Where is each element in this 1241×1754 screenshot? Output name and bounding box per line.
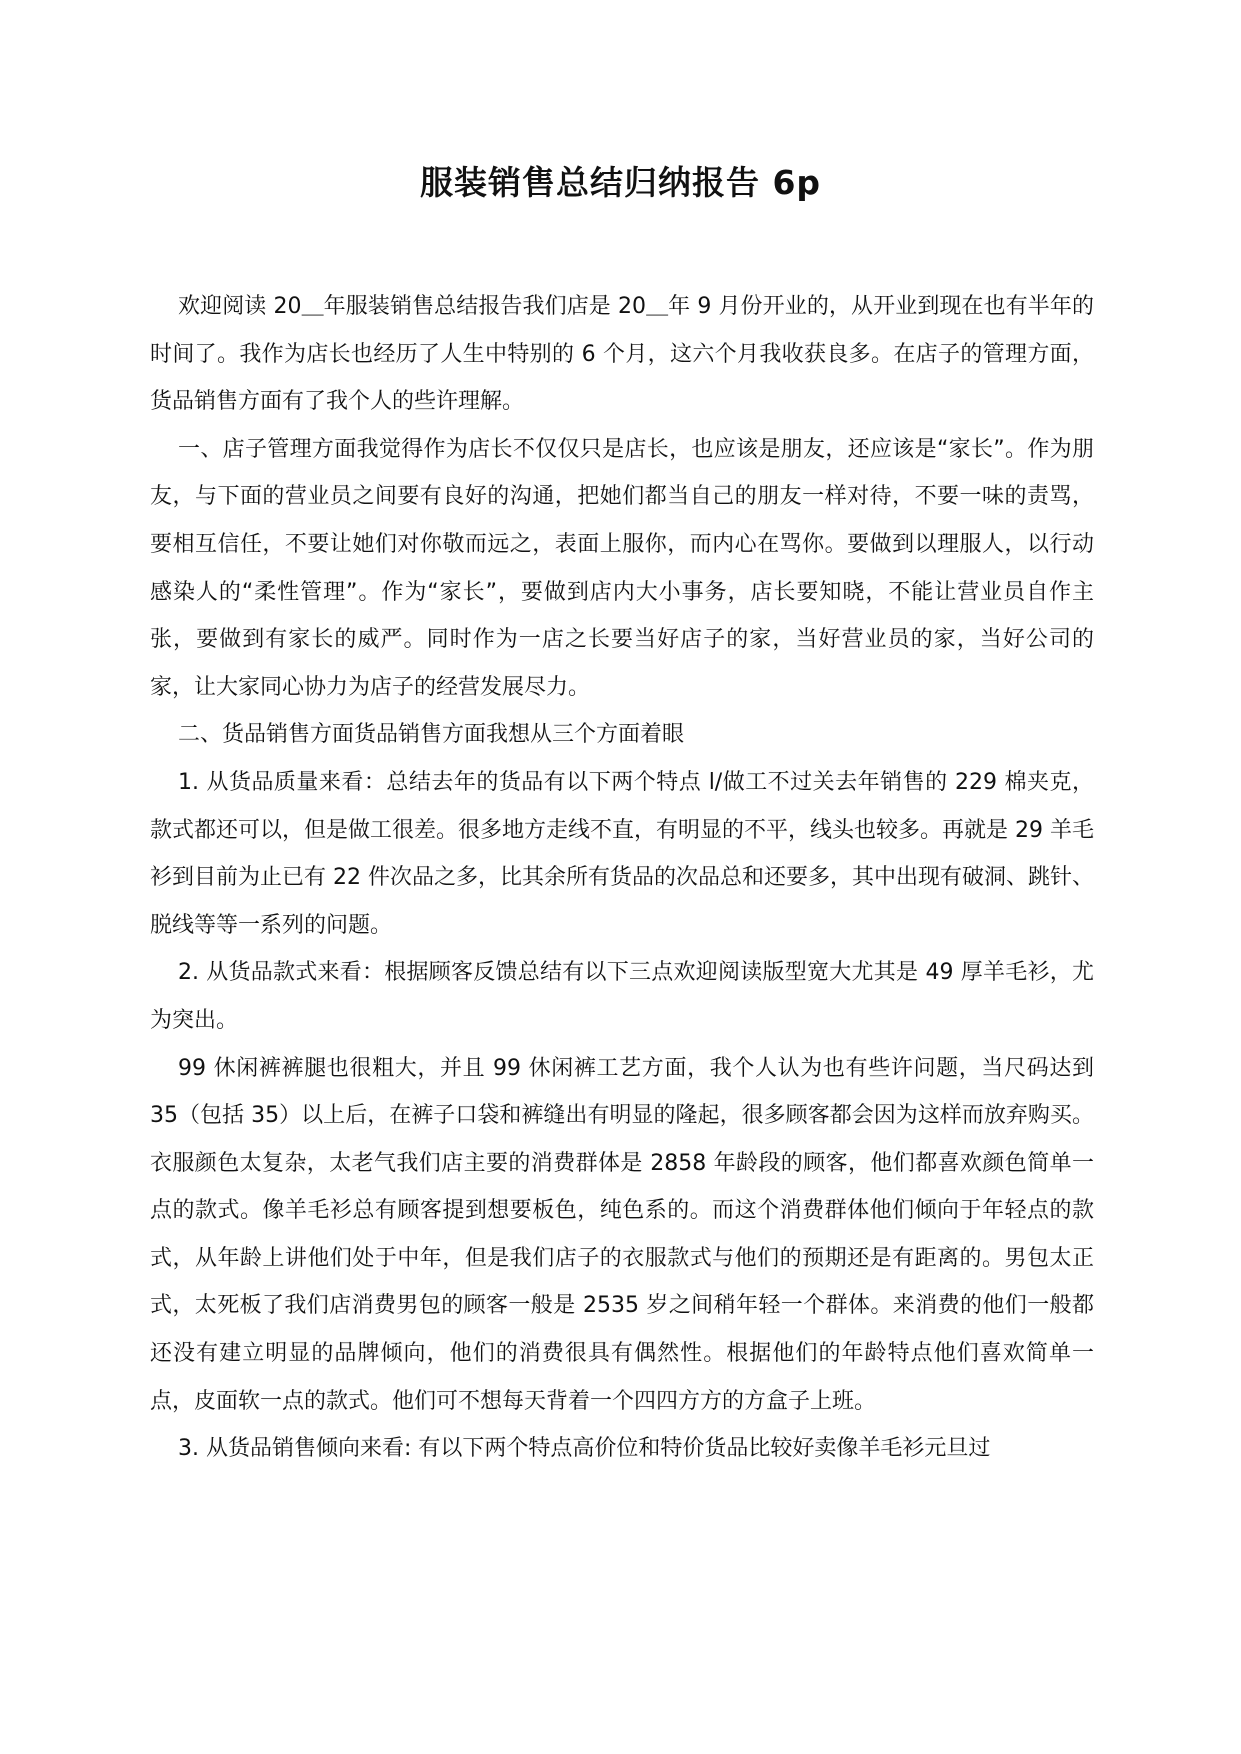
paragraph-sales-heading: 二、货品销售方面货品销售方面我想从三个方面着眼 [178, 722, 685, 748]
paragraph-style: 2. 从货品款式来看：根据顾客反馈总结有以下三点欢迎阅读版型宽大尤其是 49 厚羊毛衫，尤为突出。 [150, 960, 1094, 1033]
paragraph-sales-trend: 3. 从货品销售倾向来看: 有以下两个特点高价位和特价货品比较好卖像羊毛衫元旦过 [178, 1436, 991, 1462]
document-body [150, 283, 1094, 1473]
paragraph-pants-and-customers: 99 休闲裤裤腿也很粗大，并且 99 休闲裤工艺方面，我个人认为也有些许问题，当尺码达到 35（包括 35）以上后，在裤子口袋和裤缝出有明显的隆起，很多顾客都会因为这样而放弃购买。衣服颜色太复杂，太老气我们店主要的消费群体是 2858 年龄段的顾客，他们都喜欢颜色简单一点的款式。像羊毛衫总有顾客提到想要板色，纯色系的。而这个消费群体他们倾向于年轻点的款式，从年龄上讲他们处于中年，但是我们店子的衣服款式与他们的预期还是有距离的。男包太正式，太死板了我们店消费男包的顾客一般是 2535 岁之间稍年轻一个群体。来消费的他们一般都还没有建立明显的品牌倾向，他们的消费很具有偶然性。根据他们的年龄特点他们喜欢简单一点，皮面软一点的款式。他们可不想每天背着一个四四方方的方盒子上班。 [150, 1055, 1094, 1414]
document-title: 服装销售总结归纳报告 6p [419, 163, 822, 202]
paragraph-quality: 1. 从货品质量来看：总结去年的货品有以下两个特点 l/做工不过关去年销售的 229 棉夹克，款式都还可以，但是做工很差。很多地方走线不直，有明显的不平，线头也较多。再就是 29 羊毛衫到目前为止已有 22 件次品之多，比其余所有货品的次品总和还要多，其中出现有破洞、跳针、脱线等等一系列的问题。 [150, 769, 1094, 938]
paragraph-intro: 欢迎阅读 20＿年服装销售总结报告我们店是 20＿年 9 月份开业的，从开业到现在也有半年的时间了。我作为店长也经历了人生中特别的 6 个月，这六个月我收获良多。在店子的管理方面，货品销售方面有了我个人的些许理解。 [150, 294, 1094, 415]
paragraph-store-management: 一、店子管理方面我觉得作为店长不仅仅只是店长，也应该是朋友，还应该是“家长”。作为朋友，与下面的营业员之间要有良好的沟通，把她们都当自己的朋友一样对待，不要一味的责骂，要相互信任，不要让她们对你敬而远之，表面上服你，而内心在骂你。要做到以理服人，以行动感染人的“柔性管理”。作为“家长”，要做到店内大小事务，店长要知晓，不能让营业员自作主张，要做到有家长的威严。同时作为一店之长要当好店子的家，当好营业员的家，当好公司的家，让大家同心协力为店子的经营发展尽力。 [150, 436, 1094, 700]
